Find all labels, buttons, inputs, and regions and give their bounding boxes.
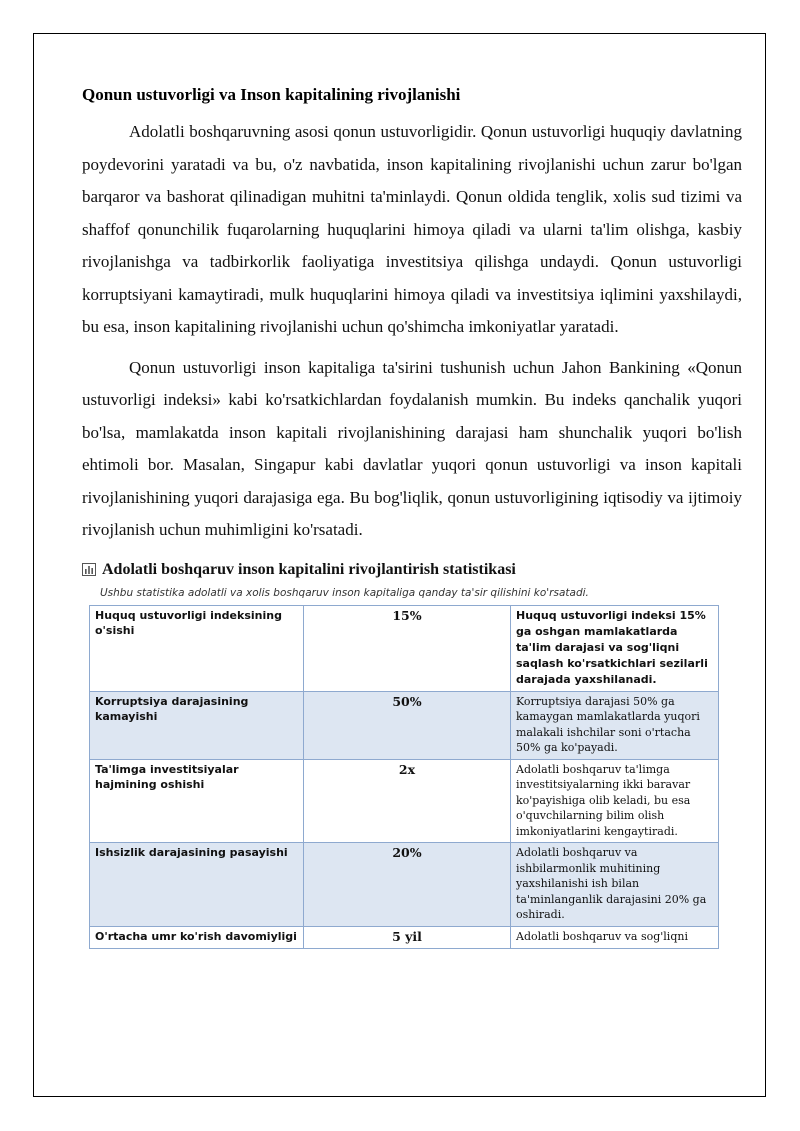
document-body [82, 84, 742, 949]
row-description: Huquq ustuvorligi indeksi 15% ga oshgan mamlakatlarda ta'lim darajasi va sog'liqni saqlash ko'rsatkichlari sezilarli darajada yaxshilanadi. [511, 605, 719, 691]
row-description: Adolatli boshqaruv va sog'liqni [511, 926, 719, 948]
row-value: 50% [304, 691, 511, 759]
row-description: Korruptsiya darajasi 50% ga kamaygan mamlakatlarda yuqori malakali ishchilar soni o'rtacha 50% ga ko'payadi. [511, 691, 719, 759]
row-value: 5 yil [304, 926, 511, 948]
table-row [90, 691, 719, 759]
row-value: 20% [304, 843, 511, 927]
stats-caption: Ushbu statistika adolatli va xolis boshqaruv inson kapitaliga qanday ta'sir qilishini ko'rsatadi. [100, 586, 589, 599]
row-label: Huquq ustuvorligi indeksining o'sishi [90, 605, 304, 691]
table-row [90, 759, 719, 843]
bar-chart-icon [82, 563, 96, 576]
table-row [90, 926, 719, 948]
row-label: Korruptsiya darajasining kamayishi [90, 691, 304, 759]
paragraph-1: Adolatli boshqaruvning asosi qonun ustuvorligidir. Qonun ustuvorligi huquqiy davlatning poydevorini yaratadi va bu, o'z navbatida, inson kapitalining rivojlanishi uchun zarur bo'lgan barqaror va bashorat qilinadigan muhitni ta'minlaydi. Qonun oldida tenglik, xolis sud tizimi va shaffof qonunchilik fuqarolarning huquqlarini himoya qiladi va ularni ta'lim olishga, kasbiy rivojlanishga va tadbirkorlik faoliyatiga investitsiya qilishga undaydi. Qonun ustuvorligi korruptsiyani kamaytiradi, mulk huquqlarini himoya qiladi va investitsiya iqlimini yaxshilaydi, bu esa, inson kapitalining rivojlanishi uchun qo'shimcha imkoniyatlar yaratadi. [82, 122, 742, 336]
row-label: Ta'limga investitsiyalar hajmining oshishi [90, 759, 304, 843]
table-row [90, 605, 719, 691]
paragraph-2: Qonun ustuvorligi inson kapitaliga ta'sirini tushunish uchun Jahon Bankining «Qonun ustuvorligi indeksi» kabi ko'rsatkichlardan foydalanish mumkin. Bu indeks qanchalik yuqori bo'lsa, mamlakatda inson kapitali rivojlanishining darajasi ham shunchalik yuqori bo'lish ehtimoli bor. Masalan, Singapur kabi davlatlar yuqori qonun ustuvorligi va inson kapitali rivojlanishining yuqori darajasiga ega. Bu bog'liqlik, qonun ustuvorligining iqtisodiy va ijtimoiy rivojlanish uchun muhimligini ko'rsatadi. [82, 357, 742, 539]
row-description: Adolatli boshqaruv ta'limga investitsiyalarning ikki baravar ko'payishiga olib keladi, bu esa o'quvchilarning bilim olish imkoniyatlarini kengaytiradi. [511, 759, 719, 843]
row-label: Ishsizlik darajasining pasayishi [90, 843, 304, 927]
row-value: 15% [304, 605, 511, 691]
row-label: O'rtacha umr ko'rish davomiyligi [90, 926, 304, 948]
table-row [90, 843, 719, 927]
stats-table [89, 605, 719, 949]
document-title: Qonun ustuvorligi va Inson kapitalining rivojlanishi [82, 85, 461, 104]
row-value: 2x [304, 759, 511, 843]
stats-heading-text: Adolatli boshqaruv inson kapitalini rivojlantirish statistikasi [102, 560, 516, 578]
row-description: Adolatli boshqaruv va ishbilarmonlik muhitining yaxshilanishi ish bilan ta'minlanganlik darajasini 20% ga oshiradi. [511, 843, 719, 927]
stats-section-heading [82, 561, 742, 579]
